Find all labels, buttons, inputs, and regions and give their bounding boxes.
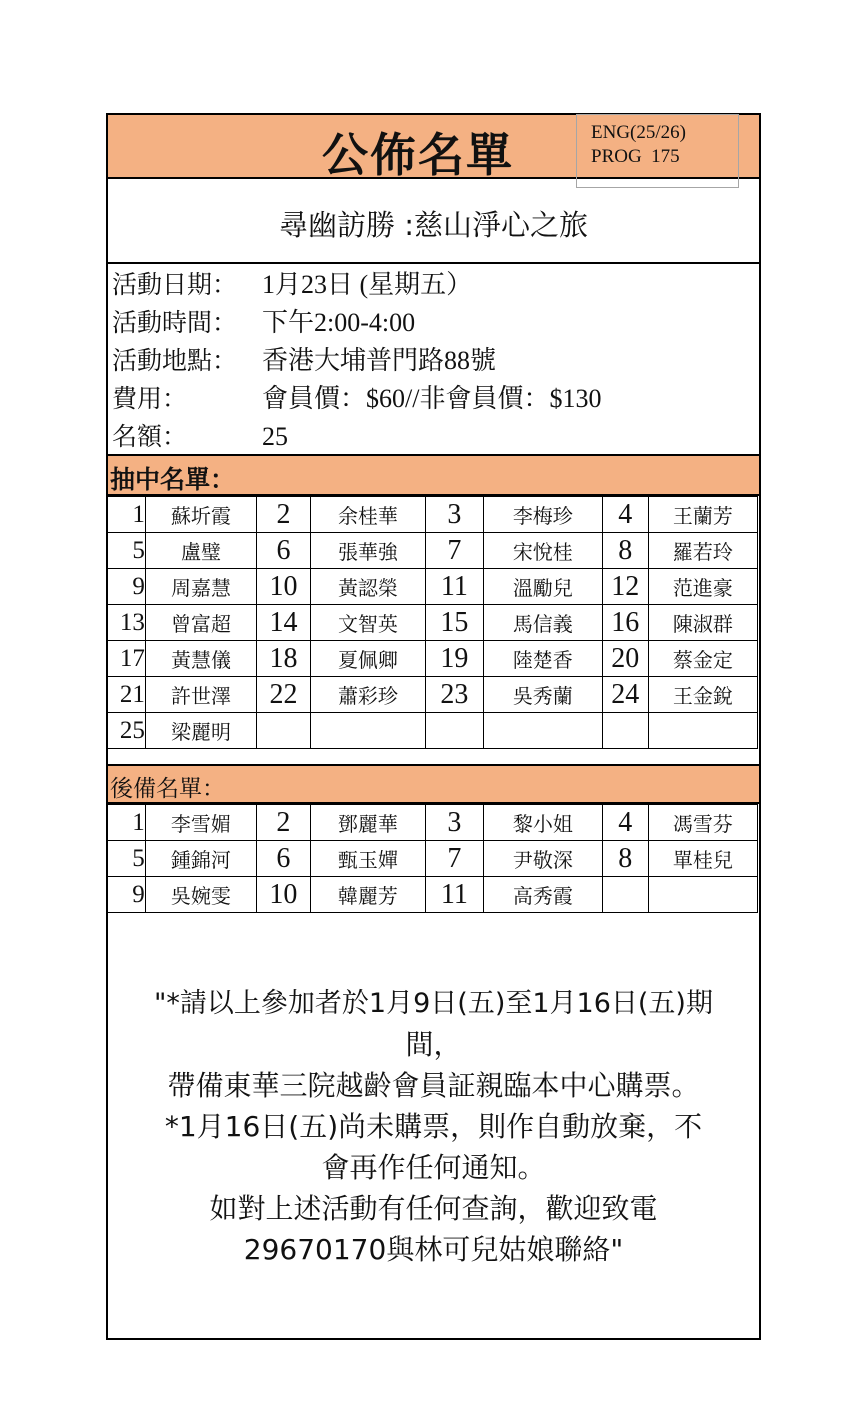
activity-name: 尋幽訪勝 :慈山淨心之旅: [279, 208, 588, 242]
entry-name: [310, 713, 425, 749]
entry-name: 羅若玲: [648, 533, 757, 569]
entry-number: 8: [602, 533, 648, 569]
program-code-line2: PROG 175: [591, 146, 680, 167]
table-row: [108, 805, 758, 841]
notice-line: 間，: [405, 1028, 462, 1061]
program-code-box: [576, 114, 739, 188]
entry-number: 3: [426, 805, 484, 841]
entry-number: 4: [602, 497, 648, 533]
entry-number: [602, 713, 648, 749]
entry-number: 13: [108, 605, 146, 641]
entry-name: 許世澤: [145, 677, 256, 713]
info-label: 活動地點：: [112, 346, 238, 375]
entry-number: [426, 713, 484, 749]
table-row: [108, 569, 758, 605]
entry-number: 23: [426, 677, 484, 713]
entry-number: 10: [257, 569, 311, 605]
entry-name: 鄧麗華: [310, 805, 425, 841]
entry-name: 王蘭芳: [648, 497, 757, 533]
table-row: [108, 713, 758, 749]
entry-number: 1: [108, 497, 146, 533]
entry-number: 14: [257, 605, 311, 641]
entry-name: 黃認榮: [310, 569, 425, 605]
table-row: [108, 497, 758, 533]
entry-name: 王金銳: [648, 677, 757, 713]
entry-name: 盧璧: [145, 533, 256, 569]
notice-line: 29670170與林可兒姑娘聯絡": [243, 1233, 624, 1266]
entry-number: 5: [108, 533, 146, 569]
winners-body: [108, 497, 758, 749]
table-row: [108, 605, 758, 641]
entry-name: 李雪媚: [145, 805, 256, 841]
entry-name: 吳秀蘭: [483, 677, 602, 713]
entry-name: 張華強: [310, 533, 425, 569]
entry-name: 馮雪芬: [648, 805, 757, 841]
entry-number: 7: [426, 533, 484, 569]
entry-number: 11: [426, 877, 484, 913]
entry-number: 3: [426, 497, 484, 533]
reserve-heading: 後備名單：: [110, 776, 225, 802]
activity-name-row: [108, 179, 759, 264]
table-row: [108, 533, 758, 569]
notice-line: 會再作任何通知。: [321, 1151, 546, 1184]
entry-number: 9: [108, 877, 146, 913]
entry-number: 5: [108, 841, 146, 877]
entry-number: 2: [257, 497, 311, 533]
page-title: 公佈名單: [322, 128, 514, 182]
entry-name: 宋悅桂: [483, 533, 602, 569]
notice-line: *1月16日(五)尚未購票，則作自動放棄，不: [164, 1110, 703, 1143]
reserve-heading-bar: [108, 764, 759, 804]
entry-number: 7: [426, 841, 484, 877]
winners-heading: 抽中名單：: [110, 465, 236, 494]
entry-name: 余桂華: [310, 497, 425, 533]
entry-number: 9: [108, 569, 146, 605]
info-label: 活動時間：: [112, 308, 238, 337]
entry-name: 甄玉嬋: [310, 841, 425, 877]
entry-name: 單桂兒: [648, 841, 757, 877]
entry-number: 8: [602, 841, 648, 877]
notice-text: [108, 983, 759, 1270]
table-row: [108, 677, 758, 713]
entry-name: 吳婉雯: [145, 877, 256, 913]
entry-name: 鍾錦河: [145, 841, 256, 877]
entry-name: 尹敬深: [483, 841, 602, 877]
entry-name: [648, 713, 757, 749]
entry-name: 溫勵兒: [483, 569, 602, 605]
entry-name: 馬信義: [483, 605, 602, 641]
entry-name: 范進豪: [648, 569, 757, 605]
info-label: 活動日期：: [112, 270, 238, 299]
table-row: [108, 641, 758, 677]
entry-number: 11: [426, 569, 484, 605]
entry-name: 蕭彩珍: [310, 677, 425, 713]
notice-line: 如對上述活動有任何查詢，歡迎致電: [209, 1192, 658, 1225]
winners-table: [107, 496, 758, 749]
entry-name: [648, 877, 757, 913]
entry-name: 周嘉慧: [145, 569, 256, 605]
notice-line: "*請以上參加者於1月9日(五)至1月16日(五)期: [154, 988, 713, 1019]
entry-name: 曾富超: [145, 605, 256, 641]
notice-line: 帶備東華三院越齡會員証親臨本中心購票。: [167, 1069, 700, 1102]
entry-name: 韓麗芳: [310, 877, 425, 913]
program-code-line1: ENG(25/26): [591, 122, 686, 143]
entry-number: 22: [257, 677, 311, 713]
entry-number: 19: [426, 641, 484, 677]
entry-number: 24: [602, 677, 648, 713]
reserve-body: [108, 805, 758, 913]
info-label: 費用：: [112, 384, 188, 413]
info-label: 名額：: [112, 422, 188, 451]
entry-name: 黎小姐: [483, 805, 602, 841]
entry-name: 蔡金定: [648, 641, 757, 677]
info-value: 1月23日 (星期五）: [262, 270, 473, 299]
info-value: 25: [262, 422, 288, 451]
entry-name: 陸楚香: [483, 641, 602, 677]
entry-name: [483, 713, 602, 749]
winners-heading-bar: [108, 454, 759, 496]
entry-number: 6: [257, 533, 311, 569]
entry-name: 黃慧儀: [145, 641, 256, 677]
entry-name: 夏佩卿: [310, 641, 425, 677]
entry-number: 6: [257, 841, 311, 877]
announcement-sheet: [106, 113, 761, 1340]
entry-name: 李梅珍: [483, 497, 602, 533]
entry-number: 10: [257, 877, 311, 913]
entry-number: 1: [108, 805, 146, 841]
entry-number: [602, 877, 648, 913]
entry-number: 21: [108, 677, 146, 713]
entry-number: 17: [108, 641, 146, 677]
title-row: [108, 115, 759, 182]
entry-name: 文智英: [310, 605, 425, 641]
info-value: 香港大埔普門路88號: [262, 346, 497, 375]
table-row: [108, 877, 758, 913]
entry-number: 18: [257, 641, 311, 677]
reserve-table: [107, 804, 758, 913]
info-value: 下午2:00-4:00: [262, 308, 416, 337]
table-row: [108, 841, 758, 877]
entry-number: 16: [602, 605, 648, 641]
entry-name: 高秀霞: [483, 877, 602, 913]
info-value: 會員價：$60//非會員價：$130: [262, 384, 602, 413]
entry-number: 4: [602, 805, 648, 841]
entry-number: 15: [426, 605, 484, 641]
entry-name: 蘇圻霞: [145, 497, 256, 533]
activity-info: [108, 264, 759, 454]
entry-number: 25: [108, 713, 146, 749]
entry-name: 陳淑群: [648, 605, 757, 641]
entry-name: 梁麗明: [145, 713, 256, 749]
entry-number: 20: [602, 641, 648, 677]
entry-number: 12: [602, 569, 648, 605]
entry-number: 2: [257, 805, 311, 841]
entry-number: [257, 713, 311, 749]
